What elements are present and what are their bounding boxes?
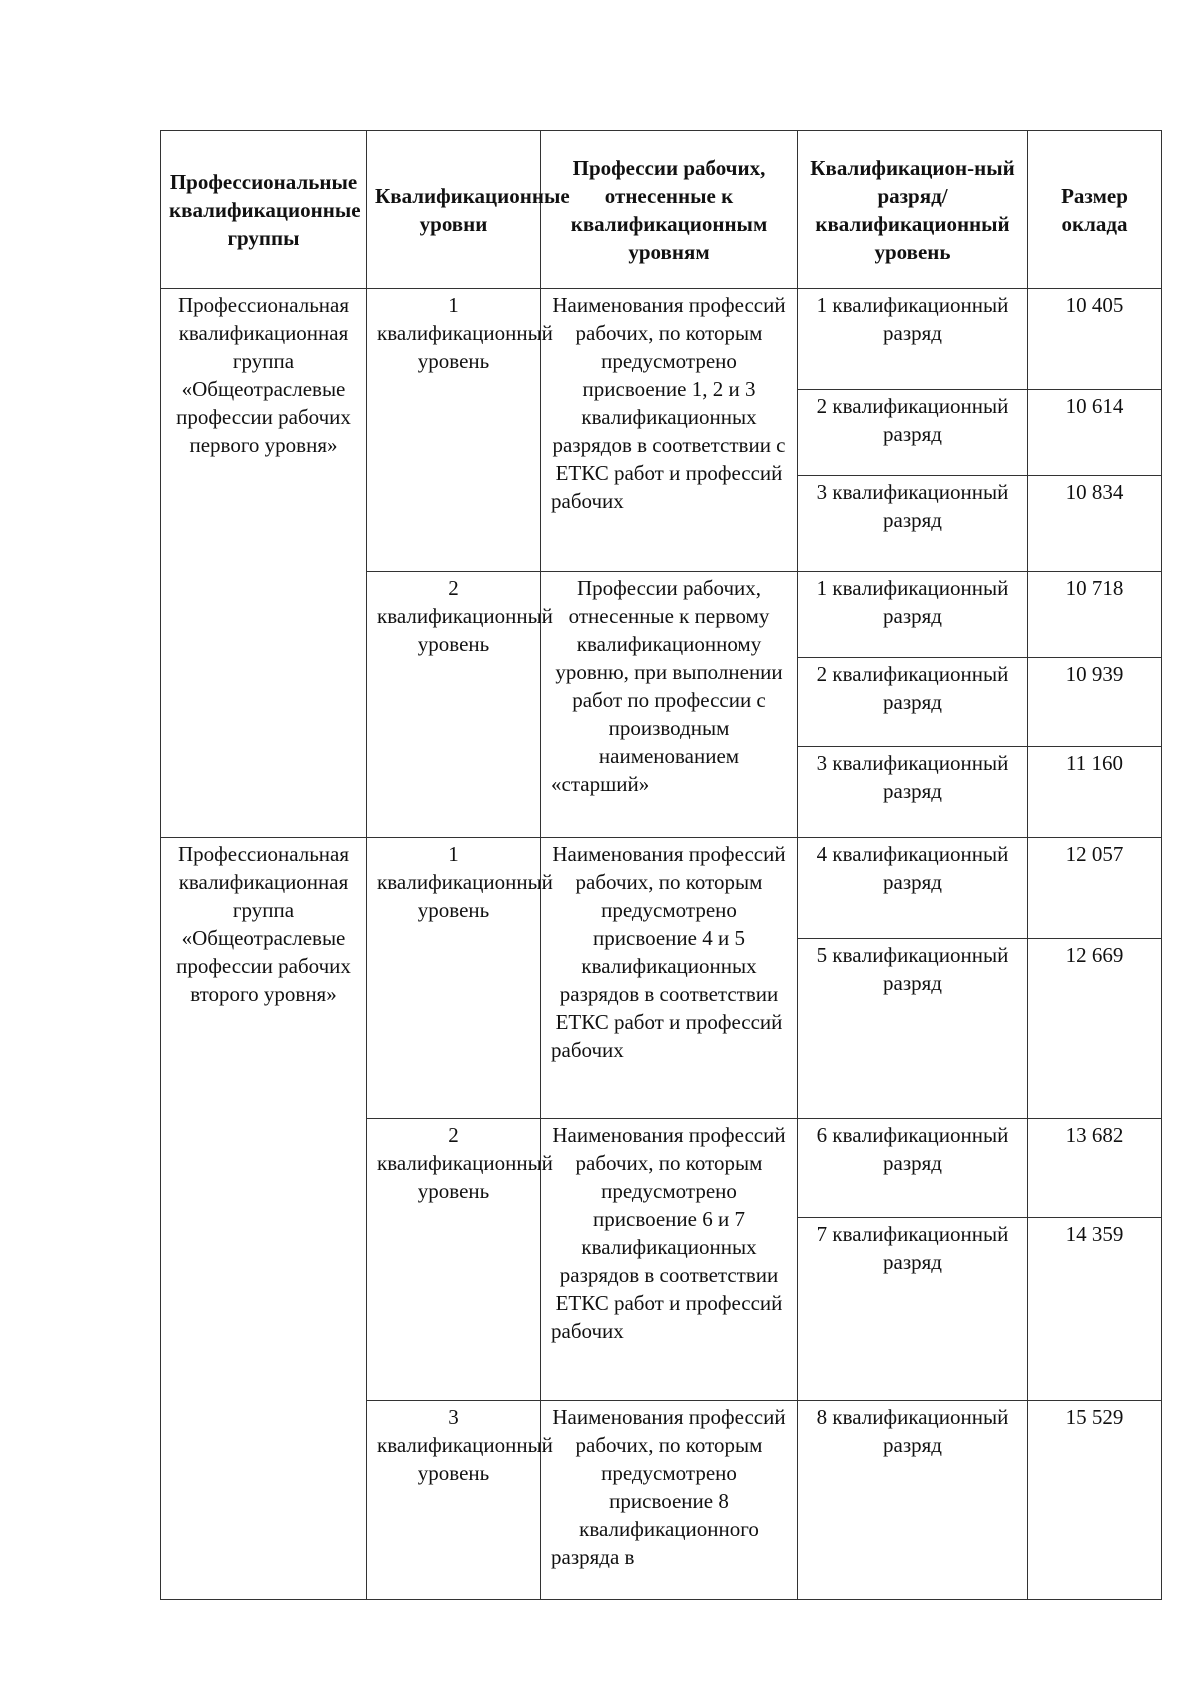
header-group: Профессиональные квалификационные группы: [161, 131, 367, 289]
grade-cell: 6 квалификационный разряд: [798, 1119, 1028, 1218]
salary-cell: 11 160: [1028, 747, 1162, 838]
grade-cell: 1 квалификационный разряд: [798, 572, 1028, 658]
salary-cell: 13 682: [1028, 1119, 1162, 1218]
salary-cell: 15 529: [1028, 1401, 1162, 1600]
header-professions: Профессии рабочих, отнесенные к квалификационным уровням: [541, 131, 798, 289]
salary-cell: 10 614: [1028, 390, 1162, 476]
level-cell: 1 квалификационный уровень: [367, 289, 541, 572]
grade-cell: 3 квалификационный разряд: [798, 747, 1028, 838]
grade-cell: 8 квалификационный разряд: [798, 1401, 1028, 1600]
level-cell: 3 квалификационный уровень: [367, 1401, 541, 1600]
grade-cell: 5 квалификационный разряд: [798, 939, 1028, 1119]
group-cell: Профессиональная квалификационная группа «Общеотраслевые профессии рабочих первого уровня»: [161, 289, 367, 838]
grade-cell: 7 квалификационный разряд: [798, 1218, 1028, 1401]
salary-cell: 12 057: [1028, 838, 1162, 939]
grade-cell: 3 квалификационный разряд: [798, 476, 1028, 572]
professions-cell: Профессии рабочих, отнесенные к первому квалификационному уровню, при выполнении работ по профессии с производным наименованием «старший»: [541, 572, 798, 838]
professions-cell: Наименования профессий рабочих, по которым предусмотрено присвоение 1, 2 и 3 квалификационных разрядов в соответствии с ЕТКС работ и профессий рабочих: [541, 289, 798, 572]
grade-cell: 2 квалификационный разряд: [798, 390, 1028, 476]
salary-cell: 12 669: [1028, 939, 1162, 1119]
professions-cell: Наименования профессий рабочих, по которым предусмотрено присвоение 8 квалификационного разряда в: [541, 1401, 798, 1600]
salary-cell: 10 405: [1028, 289, 1162, 390]
salary-table: [160, 130, 1162, 1600]
table-header-row: [161, 131, 1162, 289]
level-cell: 1 квалификационный уровень: [367, 838, 541, 1119]
salary-cell: 10 939: [1028, 658, 1162, 747]
salary-cell: 14 359: [1028, 1218, 1162, 1401]
header-salary: Размер оклада: [1028, 131, 1162, 289]
level-cell: 2 квалификационный уровень: [367, 1119, 541, 1401]
professions-cell: Наименования профессий рабочих, по которым предусмотрено присвоение 4 и 5 квалификационных разрядов в соответствии ЕТКС работ и профессий рабочих: [541, 838, 798, 1119]
grade-cell: 2 квалификационный разряд: [798, 658, 1028, 747]
header-level: Квалификационные уровни: [367, 131, 541, 289]
level-cell: 2 квалификационный уровень: [367, 572, 541, 838]
salary-cell: 10 718: [1028, 572, 1162, 658]
salary-cell: 10 834: [1028, 476, 1162, 572]
group-cell: Профессиональная квалификационная группа «Общеотраслевые профессии рабочих второго уровня»: [161, 838, 367, 1600]
professions-cell: Наименования профессий рабочих, по которым предусмотрено присвоение 6 и 7 квалификационных разрядов в соответствии ЕТКС работ и профессий рабочих: [541, 1119, 798, 1401]
table-row: [161, 838, 1162, 939]
grade-cell: 4 квалификационный разряд: [798, 838, 1028, 939]
grade-cell: 1 квалификационный разряд: [798, 289, 1028, 390]
table-row: [161, 289, 1162, 390]
header-grade: Квалификацион-ный разряд/квалификационный уровень: [798, 131, 1028, 289]
